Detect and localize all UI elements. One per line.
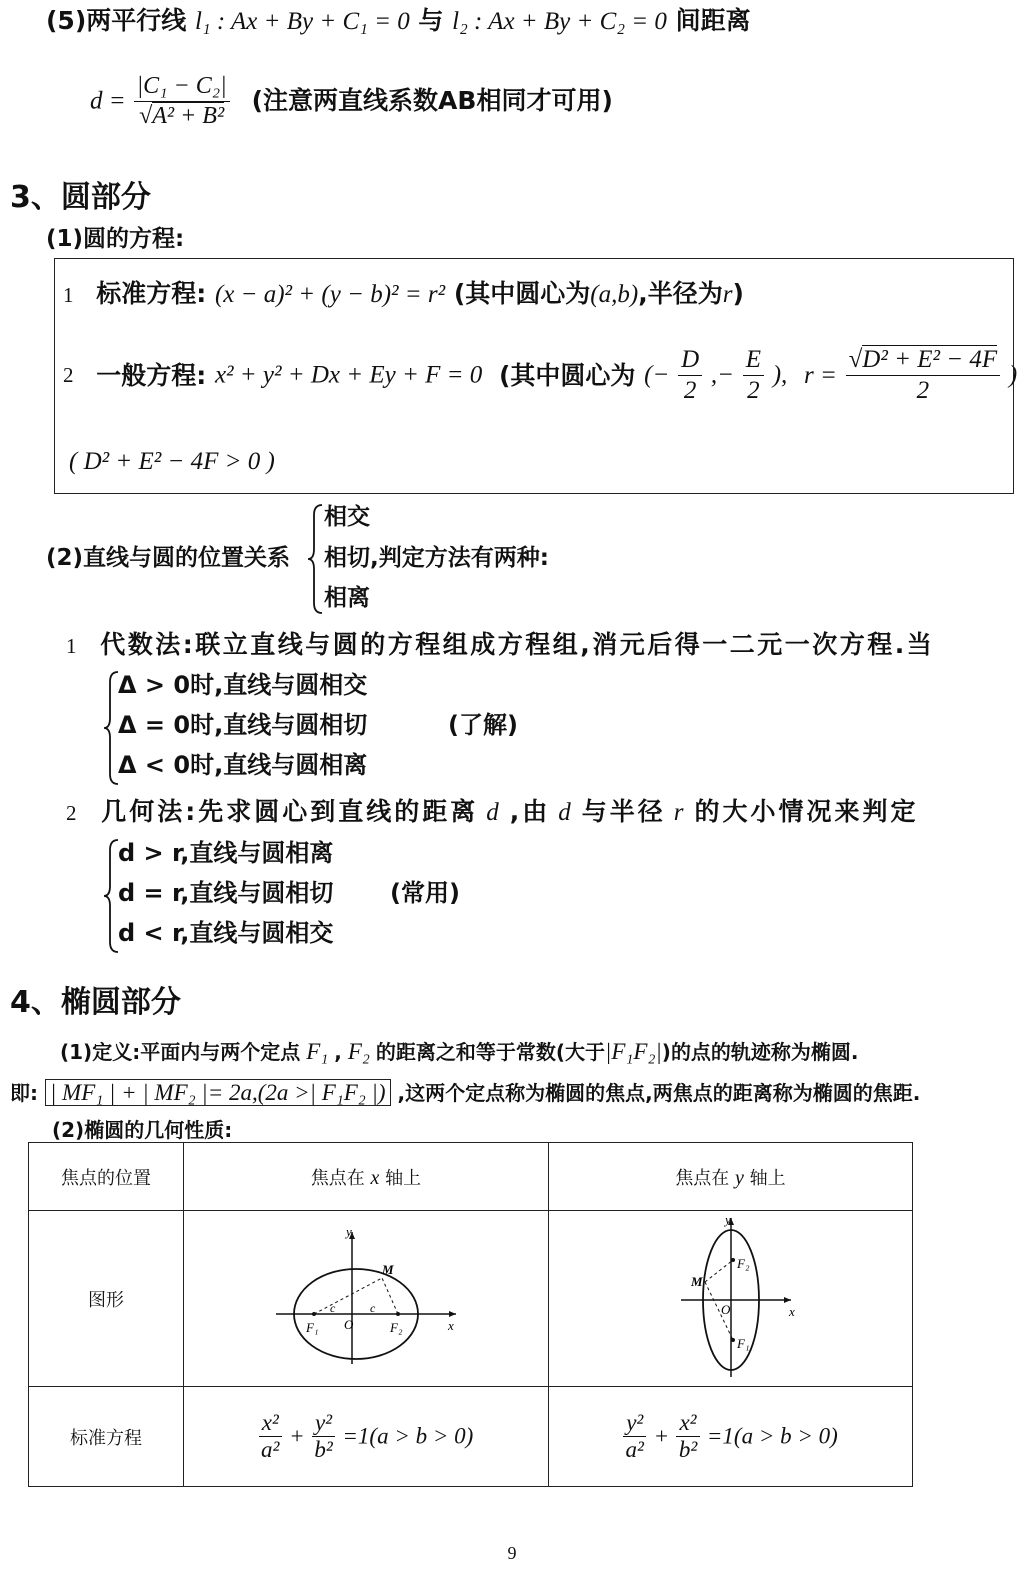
- relation-separate: 相离: [324, 585, 370, 611]
- svg-text:x: x: [448, 1317, 454, 1333]
- section-3-title: 3、圆部分: [10, 180, 151, 215]
- equation-y-axis: $\frac{\text{y²}}{\text{a²}}$ + $\frac{\text{x²}}{\text{b²}}$ =1(a > b > 0): [549, 1387, 913, 1487]
- ellipse-properties-subtitle: (2)椭圆的几何性质:: [52, 1118, 233, 1142]
- svg-text:c: c: [370, 1300, 376, 1315]
- svg-text:F₂: F₂: [736, 1255, 749, 1271]
- ellipse-properties-table: [28, 1142, 913, 1487]
- table-row: [29, 1387, 913, 1487]
- definition-box: | MF₁ | + | MF₂ |= 2a,(2a >| F₁F₂ |): [45, 1079, 391, 1106]
- figure-y-axis-ellipse: [549, 1211, 913, 1387]
- header-focus-position: 焦点的位置: [29, 1143, 184, 1211]
- geometric-method: 2 几何法:先求圆心到直线的距离 d ,由 d 与半径 r 的大小情况来判定: [66, 797, 919, 826]
- svg-text:F₁: F₁: [306, 1319, 319, 1335]
- discriminant-condition: ( D² + E² − 4F > 0 ): [69, 448, 275, 475]
- line-circle-relation-label: (2)直线与圆的位置关系: [46, 545, 291, 571]
- equation-x-axis: $\frac{\text{x²}}{\text{a²}}$ + $\frac{\text{y²}}{\text{b²}}$ =1(a > b > 0): [184, 1387, 549, 1487]
- svg-text:O: O: [720, 1301, 730, 1317]
- algebraic-method: 1 代数法:联立直线与圆的方程组成方程组,消元后得一二元一次方程.当: [66, 630, 935, 659]
- svg-text:M: M: [690, 1273, 703, 1289]
- distance-numerator: |C₁ − C₂|: [134, 72, 230, 102]
- general-equation-line: 2 一般方程: x² + y² + Dx + Ey + F = 0 (其中圆心为 (− $\frac{D}{2}$ ,− $\frac{E}{2}$ ), r = $\frac{\text{√D² + E² − 4F}}{2}$ ): [63, 346, 1018, 404]
- page-number: 9: [507, 1543, 517, 1563]
- distance-note: (注意两直线系数AB相同才可用): [251, 86, 613, 116]
- ellipse-x-figure: [266, 1222, 466, 1372]
- svg-text:c: c: [330, 1300, 336, 1315]
- svg-text:O: O: [344, 1316, 354, 1332]
- distance-denominator: √A² + B²: [139, 102, 225, 129]
- algebraic-case-3: Δ < 0时,直线与圆相离: [118, 751, 368, 779]
- svg-text:x: x: [788, 1303, 795, 1319]
- header-y-axis: 焦点在 y 轴上: [549, 1143, 913, 1211]
- circle-equations-box: [54, 258, 1018, 494]
- geometric-case-3: d < r,直线与圆相交: [118, 919, 334, 947]
- section-4-title: 4、椭圆部分: [10, 985, 181, 1020]
- svg-text:F₂: F₂: [390, 1319, 403, 1335]
- circle-equation-subtitle: (1)圆的方程:: [46, 226, 185, 252]
- header-x-axis: 焦点在 x 轴上: [184, 1143, 549, 1211]
- svg-text:y: y: [724, 1211, 731, 1227]
- distance-formula: d = $\frac{\text{|C₁ − C₂|}}{\text{√A² + B²}}$ (注意两直线系数AB相同才可用): [90, 73, 613, 129]
- ellipse-definition: (1)定义:平面内与两个定点 F₁ , F₂ 的距离之和等于常数(大于|F₁F₂|)的点的轨迹称为椭圆.: [60, 1039, 859, 1064]
- row-label-standard-equation: 标准方程: [29, 1387, 184, 1487]
- algebraic-note: (了解): [448, 711, 518, 739]
- row-label-figure: 图形: [29, 1211, 184, 1387]
- relation-brace: [306, 503, 324, 615]
- algebraic-case-1: Δ > 0时,直线与圆相交: [118, 671, 368, 699]
- geometric-case-1: d > r,直线与圆相离: [118, 839, 334, 867]
- table-row: [29, 1211, 913, 1387]
- svg-text:M: M: [382, 1261, 394, 1277]
- table-row: [29, 1143, 913, 1211]
- geometric-note: (常用): [390, 879, 460, 907]
- geometric-case-2: d = r,直线与圆相切: [118, 879, 334, 907]
- svg-text:y: y: [346, 1223, 352, 1239]
- ellipse-y-figure: [661, 1212, 801, 1382]
- standard-equation-line: 1 标准方程: (x − a)² + (y − b)² = r² (其中圆心为(a,b),半径为r): [63, 279, 744, 308]
- ellipse-definition-2: 即: | MF₁ | + | MF₂ |= 2a,(2a >| F₁F₂ |) ,这两个定点称为椭圆的焦点,两焦点的距离称为椭圆的焦距.: [10, 1080, 921, 1105]
- relation-tangent: 相切,判定方法有两种:: [324, 545, 549, 571]
- svg-text:F₁: F₁: [736, 1335, 749, 1351]
- algebraic-case-2: Δ = 0时,直线与圆相切: [118, 711, 368, 739]
- relation-intersect: 相交: [324, 504, 370, 530]
- figure-x-axis-ellipse: [184, 1211, 549, 1387]
- parallel-lines-heading: (5)两平行线 l₁ : Ax + By + C₁ = 0 与 l₂ : Ax + By + C₂ = 0 间距离: [46, 6, 751, 35]
